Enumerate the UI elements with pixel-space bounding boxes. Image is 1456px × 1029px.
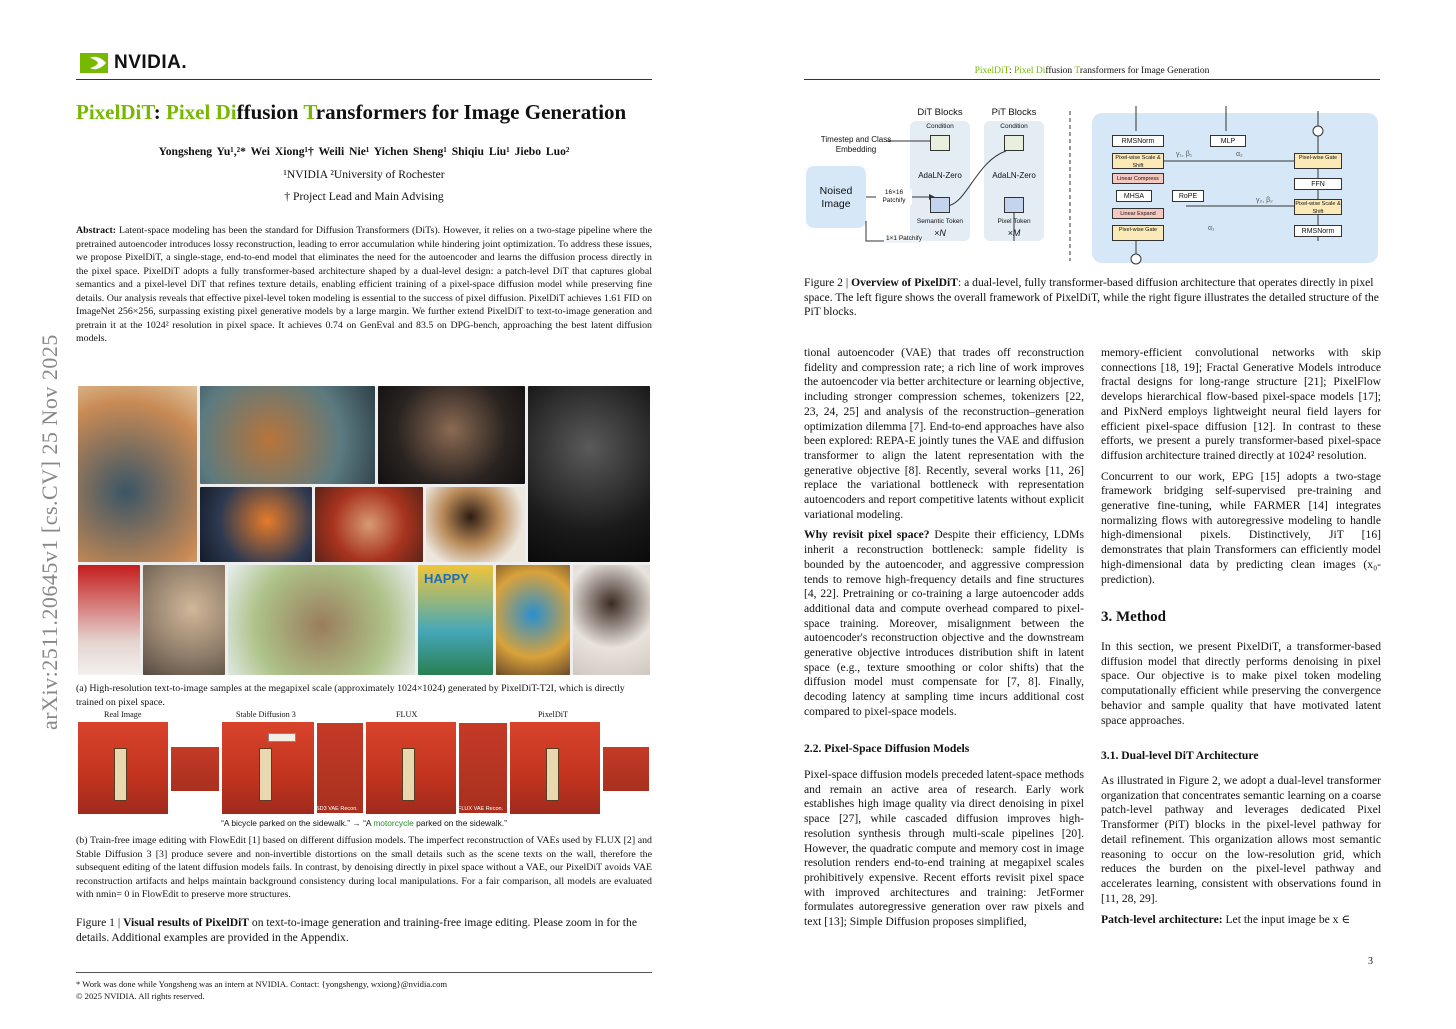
paper-title: PixelDiT: Pixel Diffusion Transformers for Image Generation bbox=[76, 100, 627, 124]
noised-image-label: Noised Image bbox=[819, 185, 853, 210]
pw-gate-1-box: Pixel-wise Gate bbox=[1112, 225, 1164, 241]
section-3-1-heading: 3.1. Dual-level DiT Architecture bbox=[1101, 749, 1259, 762]
alpha1-label: α₁ bbox=[1208, 225, 1215, 232]
label-sd3: Stable Diffusion 3 bbox=[236, 710, 296, 719]
parrot-image bbox=[496, 565, 570, 675]
figure1-caption: Figure 1 | Visual results of PixelDiT on text-to-image generation and training-free image editing. Please zoom in for the details. Additional examples are provided in the Appendix. bbox=[76, 916, 637, 944]
dit-condition-label: Condition bbox=[926, 123, 954, 130]
arxiv-stamp: arXiv:2511.20645v1 [cs.CV] 25 Nov 2025 bbox=[37, 334, 62, 730]
whale-image bbox=[78, 386, 197, 562]
patch-level-line: Patch-level architecture: Let the input image be x ∈ bbox=[1101, 913, 1350, 926]
label-flux: FLUX bbox=[396, 710, 418, 719]
sd3-wall bbox=[222, 722, 314, 814]
edit-column-labels bbox=[76, 710, 652, 722]
portrait-girl-image bbox=[315, 487, 423, 562]
portrait-boy-image bbox=[573, 565, 650, 675]
pit-token-box bbox=[1004, 197, 1024, 213]
paragraph-why-pixel: Why revisit pixel space? Despite their efficiency, LDMs inherit a reconstruction bottleneck: sample fidelity is bounded by the autoencoder, and aggressive compression tends to remove high-frequency details and fine structures [4, 22]. Pretraining or co-training a large autoencoder adds additional data and compute overhead compared to pixel-space training. Moreover, misalignment between the autoencoder's reconstruction objective and the downstream generative objective introduces distribution shift in latent space (e.g., texture smoothing or color shifts) that the diffusion model must compensate for [7, 8]. Finally, decoding latency at sampling time incurs additional cost compared to pixel-space models. bbox=[804, 528, 1085, 718]
caption-a: (a) High-resolution text-to-image samples at the megapixel scale (approximately 1024×1024) generated by PixelDiT-T2I, which is directly trained on pixel space. bbox=[76, 683, 625, 708]
header-rule bbox=[76, 79, 652, 80]
pit-condition-label: Condition bbox=[1000, 123, 1028, 130]
body-right-column bbox=[1101, 346, 1381, 591]
copyright: © 2025 NVIDIA. All rights reserved. bbox=[76, 991, 205, 1001]
edit-prompt: “A bicycle parked on the sidewalk.” → “A motorcycle parked on the sidewalk.” bbox=[221, 818, 507, 828]
section-3-text: In this section, we present PixelDiT, a transformer-based diffusion model that directly performs denoising in pixel space. Our objective is to make pixel token modeling computationally efficient while preserving the convergence behavior and sample quality that have motivated latent space approaches. bbox=[1101, 640, 1381, 727]
horse-woman-image bbox=[143, 565, 225, 675]
section-2-2-heading: 2.2. Pixel-Space Diffusion Models bbox=[804, 742, 970, 755]
rmsnorm-bottom-box: RMSNorm bbox=[1294, 225, 1342, 237]
capybara-image bbox=[200, 386, 375, 484]
alpha2-label: α₂ bbox=[1236, 151, 1243, 158]
xM-label: ×M bbox=[1007, 228, 1021, 238]
abstract: Abstract: Latent-space modeling has been the standard for Diffusion Transformers (DiTs). However, it relies on a two-stage pipeline where the pretrained autoencoder introduces lossy reconstruction, leading to error accumulation while hindering joint optimization. To address these issues, we propose PixelDiT, a single-stage, end-to-end model that eliminates the need for the autoencoder and learns the diffusion process directly in the pixel space. PixelDiT adopts a fully transformer-based architecture shaped by a dual-level design: a patch-level DiT that captures global semantics and a pixel-level DiT that refines texture details, enabling efficient training of a pixel-space diffusion model while preserving fine details. Our analysis reveals that effective pixel-level token modeling is essential to the success of pixel diffusion. PixelDiT achieves 1.61 FID on ImageNet 256×256, surpassing existing pixel generative models by a large margin. We further extend PixelDiT to text-to-image generation and pretrain it at the 1024² resolution in pixel space. It achieves 0.74 on GenEval and 83.5 on DPG-bench, approaching the best latent diffusion models. bbox=[76, 225, 652, 345]
pixeldit-wall bbox=[510, 722, 600, 814]
flux-wall bbox=[366, 722, 456, 814]
body-left-column bbox=[804, 346, 1084, 724]
pit-adaln-label: AdaLN-Zero bbox=[992, 171, 1036, 180]
flux-crop bbox=[458, 722, 508, 814]
patchify16-label: 16×16 Patchify bbox=[876, 189, 912, 205]
mhsa-box: MHSA bbox=[1116, 190, 1152, 202]
patchify1-label: 1×1 Patchify bbox=[886, 235, 922, 242]
rope-box: RoPE bbox=[1172, 190, 1204, 202]
label-real-image: Real Image bbox=[104, 710, 142, 719]
linear-expand-box: Linear Expand bbox=[1112, 208, 1164, 219]
logo-text: NVIDIA. bbox=[114, 52, 188, 73]
happy-text: HAPPY bbox=[424, 571, 469, 586]
affiliations: ¹NVIDIA ²University of Rochester bbox=[283, 168, 445, 181]
pw-gate-2-box: Pixel-wise Gate bbox=[1294, 153, 1342, 169]
xN-label: ×N bbox=[934, 228, 946, 238]
running-head: PixelDiT: Pixel Diffusion Transformers for Image Generation bbox=[974, 66, 1210, 76]
figure2-caption: Figure 2 | Overview of PixelDiT: a dual-level, fully transformer-based diffusion architecture that operates directly in pixel space. The left figure shows the overall framework of PixelDiT, while the right figure illustrates the detailed structure of the PiT blocks. bbox=[804, 276, 1379, 318]
section-3-heading: 3. Method bbox=[1101, 609, 1166, 625]
nvidia-logo bbox=[80, 52, 187, 74]
pit-blocks-title: PiT Blocks bbox=[991, 107, 1037, 118]
gamma1-label: γ₁, β₁ bbox=[1176, 151, 1193, 158]
caption-b: (b) Train-free image editing with FlowEdit [1] based on different diffusion models. The imperfect reconstruction of VAEs used by FLUX [2] and Stable Diffusion 3 [3] produce severe and non-invertible distortions on the small details such as the scene texts on the wall, therefore the subsequent editing of the latent diffusion models fails. In contrast, by denoising directly in pixel space without a VAE, our PixelDiT avoids VAE reconstruction artifacts and helps maintain background consistency during local manipulations. For a fair comparison, all models are evaluated with nmin= 0 in FlowEdit to preserve more structures. bbox=[76, 835, 652, 900]
section-2-2-text: Pixel-space diffusion models preceded latent-space methods and remain an active area of research. Early work establishes high image quality via direct denoising in pixel space [27], while cascaded diffusion improves high-resolution synthesis through multi-scale pipelines [20]. However, the quadratic compute and memory cost in image resolution renders end-to-end training at megapixel scales prohibitively expensive. Recent efforts revisit pixel space with improved architectures and training: JetFormer formulates autoregressive generation over raw pixels and text [13]; Simple Diffusion proposes simplified, bbox=[804, 768, 1084, 929]
figure2-diagram bbox=[806, 101, 1382, 268]
dragon-image bbox=[200, 487, 312, 562]
paragraph-vae: tional autoencoder (VAE) that trades off reconstruction fidelity and compression rate; a rich line of work improves the autoencoder via better architecture or learning objective, including stronger compression schemes, tokenizers [22, 23, 24, 25] and analysis of the reconstruction–generation optimization dilemma [7]. End-to-end approaches have also been explored: REPA-E jointly tunes the VAE and diffusion transformer to align the latent representation with the generative objective [8]. Recently, several works [11, 26] replace the variational bottleneck with representation autoencoders and report competitive latents without explicit variational modeling. bbox=[804, 346, 1084, 521]
mlp-box: MLP bbox=[1210, 135, 1246, 147]
sd3-crop bbox=[316, 722, 364, 814]
section-3-1-text: As illustrated in Figure 2, we adopt a dual-level transformer organization that concentrates semantic learning on a coarse patch-level pathway and leverages dedicated Pixel Transformer (PiT) blocks in the pixel-level pathway for detail refinement. This organization allows most semantic reasoning to occur on the low-resolution grid, which reduces the burden on the pixel-level pathway and accelerates learning, consistent with observations found in [11, 28, 29]. bbox=[1101, 774, 1381, 905]
pixel-token-label: Pixel Token bbox=[997, 218, 1031, 225]
real-image-wall bbox=[78, 722, 168, 814]
gamma2-label: γ₂, β₂ bbox=[1256, 197, 1273, 204]
real-image-crop bbox=[170, 746, 220, 792]
pixeldit-crop bbox=[602, 746, 650, 792]
coffee-image bbox=[426, 487, 525, 562]
lead-note: † Project Lead and Main Advising bbox=[284, 190, 444, 203]
paragraph-concurrent: Concurrent to our work, EPG [15] adopts a two-stage framework bridging self-supervised pre-training and generative fine-tuning, while FARMER [14] integrates normalizing flows with autoregressive modeling to handle high-dimensional pixels. Distinctively, JiT [16] demonstrates that plain Transformers can efficiently model high-dimensional data by predicting clean images (x₀-prediction). bbox=[1101, 469, 1381, 586]
nvidia-eye-icon bbox=[80, 53, 108, 73]
dit-adaln-label: AdaLN-Zero bbox=[918, 171, 962, 180]
cola-image bbox=[78, 565, 140, 675]
label-pixeldit: PixelDiT bbox=[538, 710, 569, 719]
dit-condition-box bbox=[930, 135, 950, 151]
ffn-box: FFN bbox=[1294, 178, 1342, 190]
linear-compress-box: Linear Compress bbox=[1112, 173, 1164, 184]
right-page bbox=[728, 0, 1456, 1029]
pw-scale-shift-1-box: Pixel-wise Scale & Shift bbox=[1112, 153, 1164, 169]
author-list: Yongsheng Yu¹,²* Wei Xiong¹† Weili Nie¹ Yichen Sheng¹ Shiqiu Liu¹ Jiebo Luo² bbox=[158, 145, 570, 158]
page-number: 3 bbox=[1368, 956, 1373, 967]
footnote bbox=[76, 978, 652, 1002]
editing-comparison-strip bbox=[78, 722, 650, 814]
dit-blocks-title: DiT Blocks bbox=[917, 107, 963, 118]
gorilla-image bbox=[528, 386, 650, 562]
sample-image-mosaic bbox=[78, 386, 650, 675]
pit-condition-box bbox=[1004, 135, 1024, 151]
portrait-elder-image bbox=[378, 386, 525, 484]
sd3-recon-label: SD3 VAE Recon. bbox=[316, 806, 358, 812]
timestep-label: Timestep and Class Embedding bbox=[820, 135, 892, 154]
pw-scale-shift-2-box: Pixel-wise Scale & Shift bbox=[1295, 201, 1341, 215]
footnote-text: * Work was done while Yongsheng was an intern at NVIDIA. Contact: {yongshengy, wxiong}@nvidia.com bbox=[76, 979, 448, 989]
flux-recon-label: FLUX VAE Recon. bbox=[458, 806, 504, 812]
rmsnorm-top-box: RMSNorm bbox=[1112, 135, 1164, 147]
semantic-token-label: Semantic Token bbox=[916, 218, 964, 225]
footnote-rule bbox=[76, 972, 652, 973]
happy-dino-image bbox=[418, 565, 493, 675]
kittens-image bbox=[228, 565, 415, 675]
dit-token-box bbox=[930, 197, 950, 213]
running-head-rule bbox=[804, 79, 1380, 80]
paragraph-fractal: memory-efficient convolutional networks with skip connections [18, 19]; Fractal Generative Models introduce fractal designs for long-range structure [21]; PixelFlow develops hierarchical flow-based pixel-space models [17]; and PixNerd employs lightweight neural field layers for efficient pixel-space diffusion [12]. In contrast to these efforts, we present a purely transformer-based pixel-space diffusion architecture trained directly at 1024² resolution. bbox=[1101, 346, 1381, 462]
